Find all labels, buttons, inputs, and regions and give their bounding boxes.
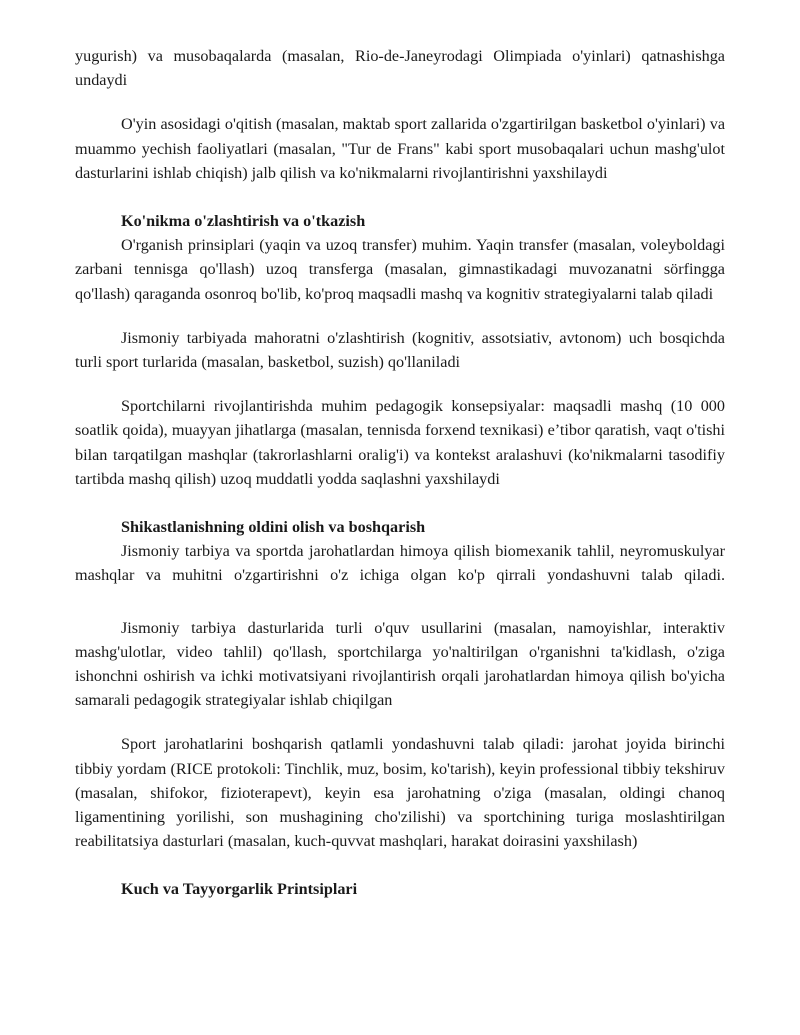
paragraph-skill-stages: Jismoniy tarbiyada mahoratni o'zlashtirish (kognitiv, assotsiativ, avtonom) uch bosqichda turli sport turlarida (masalan, basketbol, suzish) qo'llaniladi	[75, 328, 725, 372]
paragraph-game-based-learning: O'yin asosidagi o'qitish (masalan, maktab sport zallarida o'zgartirilgan basketbol o'yinlari) va muammo yechish faoliyatlari (masalan, "Tur de Frans" kabi sport musobaqalari uchun mashg'ulot dasturlarini ishlab chiqish) jalb qilish va ko'nikmalarni rivojlantirishni yaxshilaydi	[75, 115, 725, 182]
paragraph-pedagogical-concepts: Sportchilarni rivojlantirishda muhim pedagogik konsepsiyalar: maqsadli mashq (10 000 soatlik qoida), muayyan jihatlarga (masalan, tennisda forxend texnikasi) e’tibor qaratish, vaqt o'tishi bilan tarqatilgan mashqlar (takrorlashlarni oralig'i) va kontekst aralashuvi (ko'nikmalarni tasodifiy tartibda mashq qilish) uzoq muddatli yodda saqlashni yaxshilaydi	[75, 397, 725, 488]
section-heading-skill-transfer: Ko'nikma o'zlashtirish va o'tkazish	[121, 212, 366, 231]
blank-line	[75, 588, 725, 616]
paragraph-transfer-principles: O'rganish prinsiplari (yaqin va uzoq transfer) muhim. Yaqin transfer (masalan, voleyboldagi zarbani tennisga qo'llash) uzoq transferga (masalan, gimnastikadagi muvozanatni sörfingga qo'llash) qaraganda osonroq bo'lib, ko'proq maqsadli mashq va kognitiv strategiyalarni talab qiladi	[75, 236, 725, 303]
paragraph-injury-protection: Jismoniy tarbiya va sportda jarohatlardan himoya qilish biomexanik tahlil, neyromuskulyar mashqlar va muhitni o'zgartirishni o'z ichiga olgan ko'p qirrali yondashuvni talab qiladi.	[75, 542, 725, 585]
paragraph-injury-management: Sport jarohatlarini boshqarish qatlamli yondashuvni talab qiladi: jarohat joyida birinchi tibbiy yordam (RICE protokoli: Tinchlik, muz, bosim, ko'tarish), keyin professional tibbiy tekshiruv (masalan, shifokor, fizioterapevt), keyin esa jarohatning o'ziga (masalan, oldingi chanoq ligamentining yorilishi, son mushagining cho'zilishi) va sportchining turiga moslashtirilgan reabilitatsiya dasturlari (masalan, kuch-quvvat mashqlari, harakat doirasini yaxshilash)	[75, 735, 725, 851]
document-page	[75, 44, 725, 902]
paragraph-continuation: yugurish) va musobaqalarda (masalan, Rio-de-Janeyrodagi Olimpiada o'yinlari) qatnashishga undaydi	[75, 47, 725, 90]
paragraph-teaching-methods: Jismoniy tarbiya dasturlarida turli o'quv usullarini (masalan, namoyishlar, interaktiv mashg'ulotlar, video tahlil) qo'llash, sportchilarga yo'naltirilgan o'rganishni ta'kidlash, o'ziga ishonchni oshirish va ichki motivatsiyani rivojlantirish orqali jarohatlardan himoya qilish bo'yicha samarali pedagogik strategiyalar ishlab chiqilgan	[75, 618, 725, 710]
section-heading-injury-prevention: Shikastlanishning oldini olish va boshqarish	[121, 518, 426, 537]
section-heading-strength-conditioning: Kuch va Tayyorgarlik Printsiplari	[121, 880, 358, 899]
